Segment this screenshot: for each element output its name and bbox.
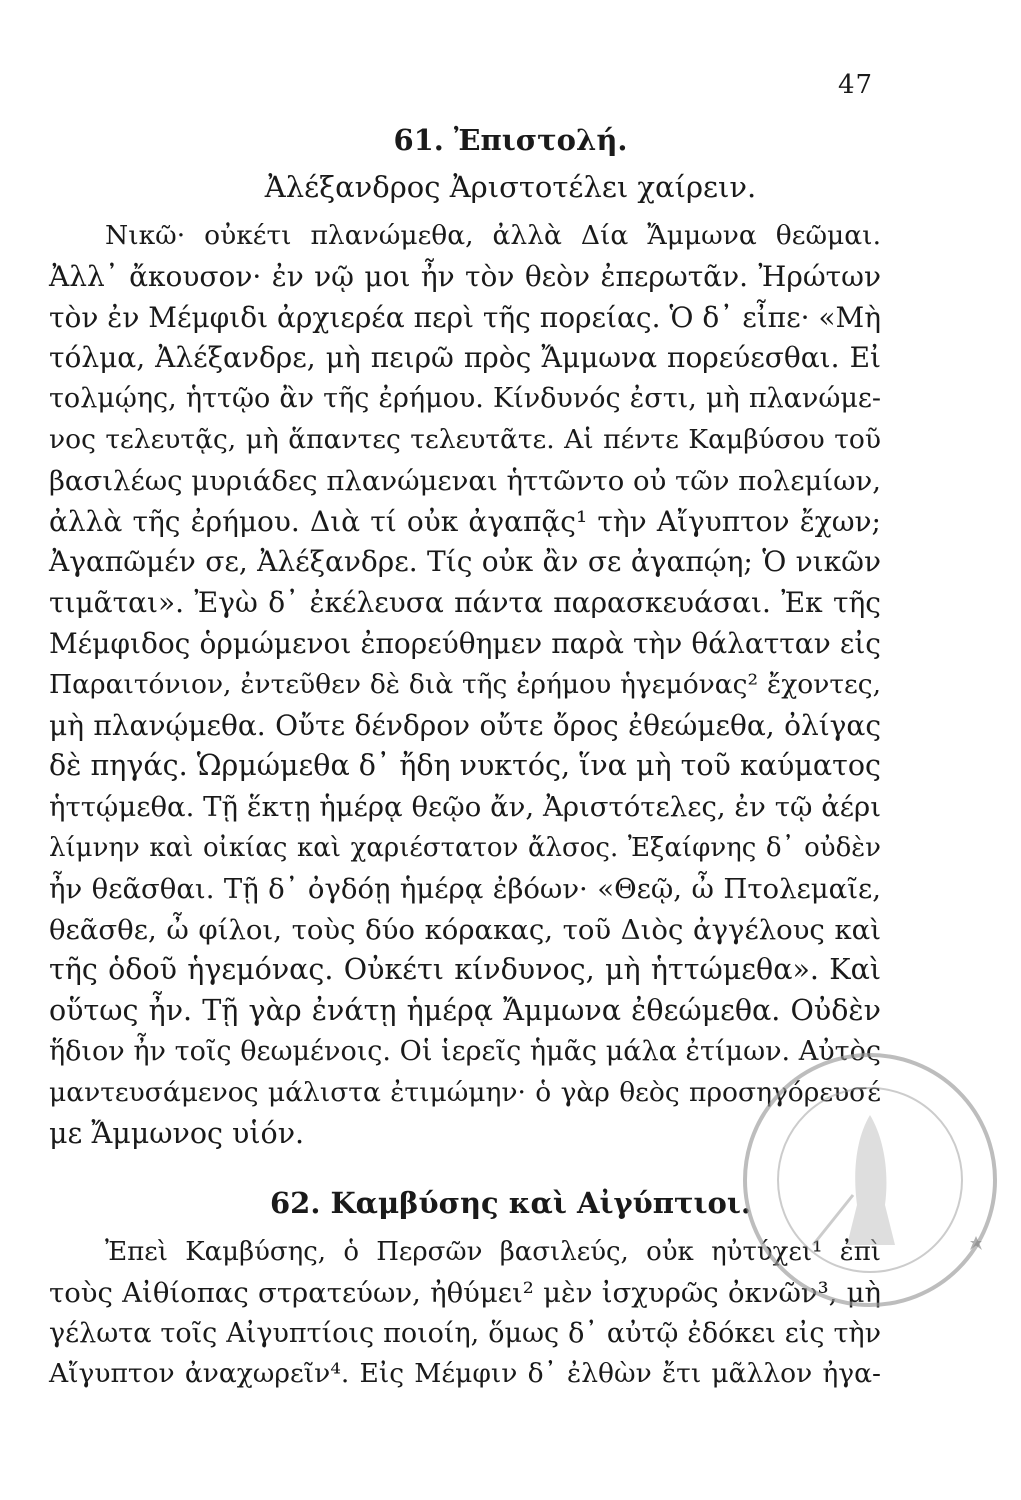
text-line: τολμῴης, ἡττῷο ἂν τῆς ἐρήμου. Κίνδυνός ἐστι, μὴ πλανώμε- <box>49 383 881 415</box>
text-line: Ἀλλ᾽ ἄκουσον· ἐν νῷ μοι ἦν τὸν θεὸν ἐπερωτᾶν. Ἠρώτων <box>49 259 881 293</box>
text-line: δὲ πηγάς. Ὡρμώμεθα δ᾽ ἤδη νυκτός, ἵνα μὴ τοῦ καύματος <box>49 749 881 783</box>
page-number: 47 <box>838 70 874 100</box>
section-61-body <box>49 216 881 1154</box>
text-line: λίμνην καὶ οἰκίας καὶ χαριέστατον ἄλσος. Ἐξαίφνης δ᾽ οὐδὲν <box>49 832 881 863</box>
text-line: τοὺς Αἰθίοπας στρατεύων, ἠθύμει² μὲν ἰσχυρῶς ὀκνῶν³, μὴ <box>49 1276 881 1309</box>
text-line: μὴ πλανῴμεθα. Οὔτε δένδρον οὔτε ὄρος ἐθεώμεθα, ὀλίγας <box>49 708 881 742</box>
text-line: Νικῶ· οὐκέτι πλανώμεθα, ἀλλὰ Δία Ἄμμωνα θεῶμαι. <box>105 220 881 251</box>
text-line: γέλωτα τοῖς Αἰγυπτίοις ποιοίη, ὅμως δ᾽ αὐτῷ ἐδόκει εἰς τὴν <box>49 1317 881 1349</box>
text-line: ἀλλὰ τῆς ἐρήμου. Διὰ τί οὐκ ἀγαπᾷς¹ τὴν Αἴγυπτον ἔχων; <box>49 504 881 538</box>
text-line: τόλμα, Ἀλέξανδρε, μὴ πειρῶ πρὸς Ἄμμωνα πορεύεσθαι. Εἰ <box>49 341 881 375</box>
text-line: Μέμφιδος ὁρμώμενοι ἐπορεύθημεν παρὰ τὴν θάλατταν εἰς <box>49 626 881 660</box>
text-line: νος τελευτᾷς, μὴ ἅπαντες τελευτᾶτε. Αἱ πέντε Καμβύσου τοῦ <box>49 423 881 455</box>
text-line: τὸν ἐν Μέμφιδι ἀρχιερέα περὶ τῆς πορείας. Ὁ δ᾽ εἶπε· «Μὴ <box>49 300 881 334</box>
text-line: οὕτως ἦν. Τῇ γὰρ ἐνάτῃ ἡμέρᾳ Ἄμμωνα ἐθεώμεθα. Οὐδὲν <box>49 994 881 1028</box>
text-line: Παραιτόνιον, ἐντεῦθεν δὲ διὰ τῆς ἐρήμου ἡγεμόνας² ἔχοντες, <box>49 668 881 700</box>
section-62-number: 62. <box>269 1186 321 1220</box>
section-61-number: 61. <box>393 123 444 157</box>
text-line: ἦν θεᾶσθαι. Τῇ δ᾽ ὀγδόῃ ἡμέρᾳ ἐβόων· «Θεῷ, ὦ Πτολεμαῖε, <box>49 872 881 905</box>
text-line: με Ἄμμωνος υἱόν. <box>49 1116 305 1150</box>
letter-greeting: Ἀλέξανδρος Ἀριστοτέλει χαίρειν. <box>264 170 757 204</box>
section-61-heading <box>0 123 1021 157</box>
section-61-title: Ἐπιστολή. <box>453 123 628 157</box>
text-line: βασιλέως μυριάδες πλανώμεναι ἡττῶντο οὐ τῶν πολεμίων, <box>49 464 881 497</box>
text-line: τῆς ὁδοῦ ἡγεμόνας. Οὐκέτι κίνδυνος, μὴ ἡττώμεθα». Καὶ <box>49 953 881 987</box>
text-line: Ἐπεὶ Καμβύσης, ὁ Περσῶν βασιλεύς, οὐκ ηὐτύχει¹ ἐπὶ <box>105 1237 881 1267</box>
text-line: Ἀγαπῶμέν σε, Ἀλέξανδρε. Τίς οὐκ ἂν σε ἀγαπῴη; Ὁ νικῶν <box>49 545 881 579</box>
text-line: θεᾶσθε, ὦ φίλοι, τοὺς δύο κόρακας, τοῦ Διὸς ἀγγέλους καὶ <box>49 913 881 946</box>
text-line: ἡττῴμεθα. Τῇ ἕκτῃ ἡμέρᾳ θεῷο ἄν, Ἀριστότελες, ἐν τῷ ἀέρι <box>49 791 881 824</box>
text-line: τιμᾶται». Ἐγὼ δ᾽ ἐκέλευσα πάντα παρασκευάσαι. Ἐκ τῆς <box>49 586 881 620</box>
library-stamp-icon <box>735 1045 1005 1315</box>
text-line: Αἴγυπτον ἀναχωρεῖν⁴. Εἰς Μέμφιν δ᾽ ἐλθὼν ἔτι μᾶλλον ἠγα- <box>49 1358 881 1390</box>
text-line: ἥδιον ἦν τοῖς θεωμένοις. Οἱ ἱερεῖς ἡμᾶς μάλα ἐτίμων. Αὐτὸς <box>49 1035 881 1067</box>
text-line: μαντευσάμενος μάλιστα ἐτιμώμην· ὁ γὰρ θεὸς προσηγόρευσέ <box>49 1076 881 1108</box>
section-62-title: Καμβύσης καὶ Αἰγύπτιοι. <box>330 1186 752 1220</box>
